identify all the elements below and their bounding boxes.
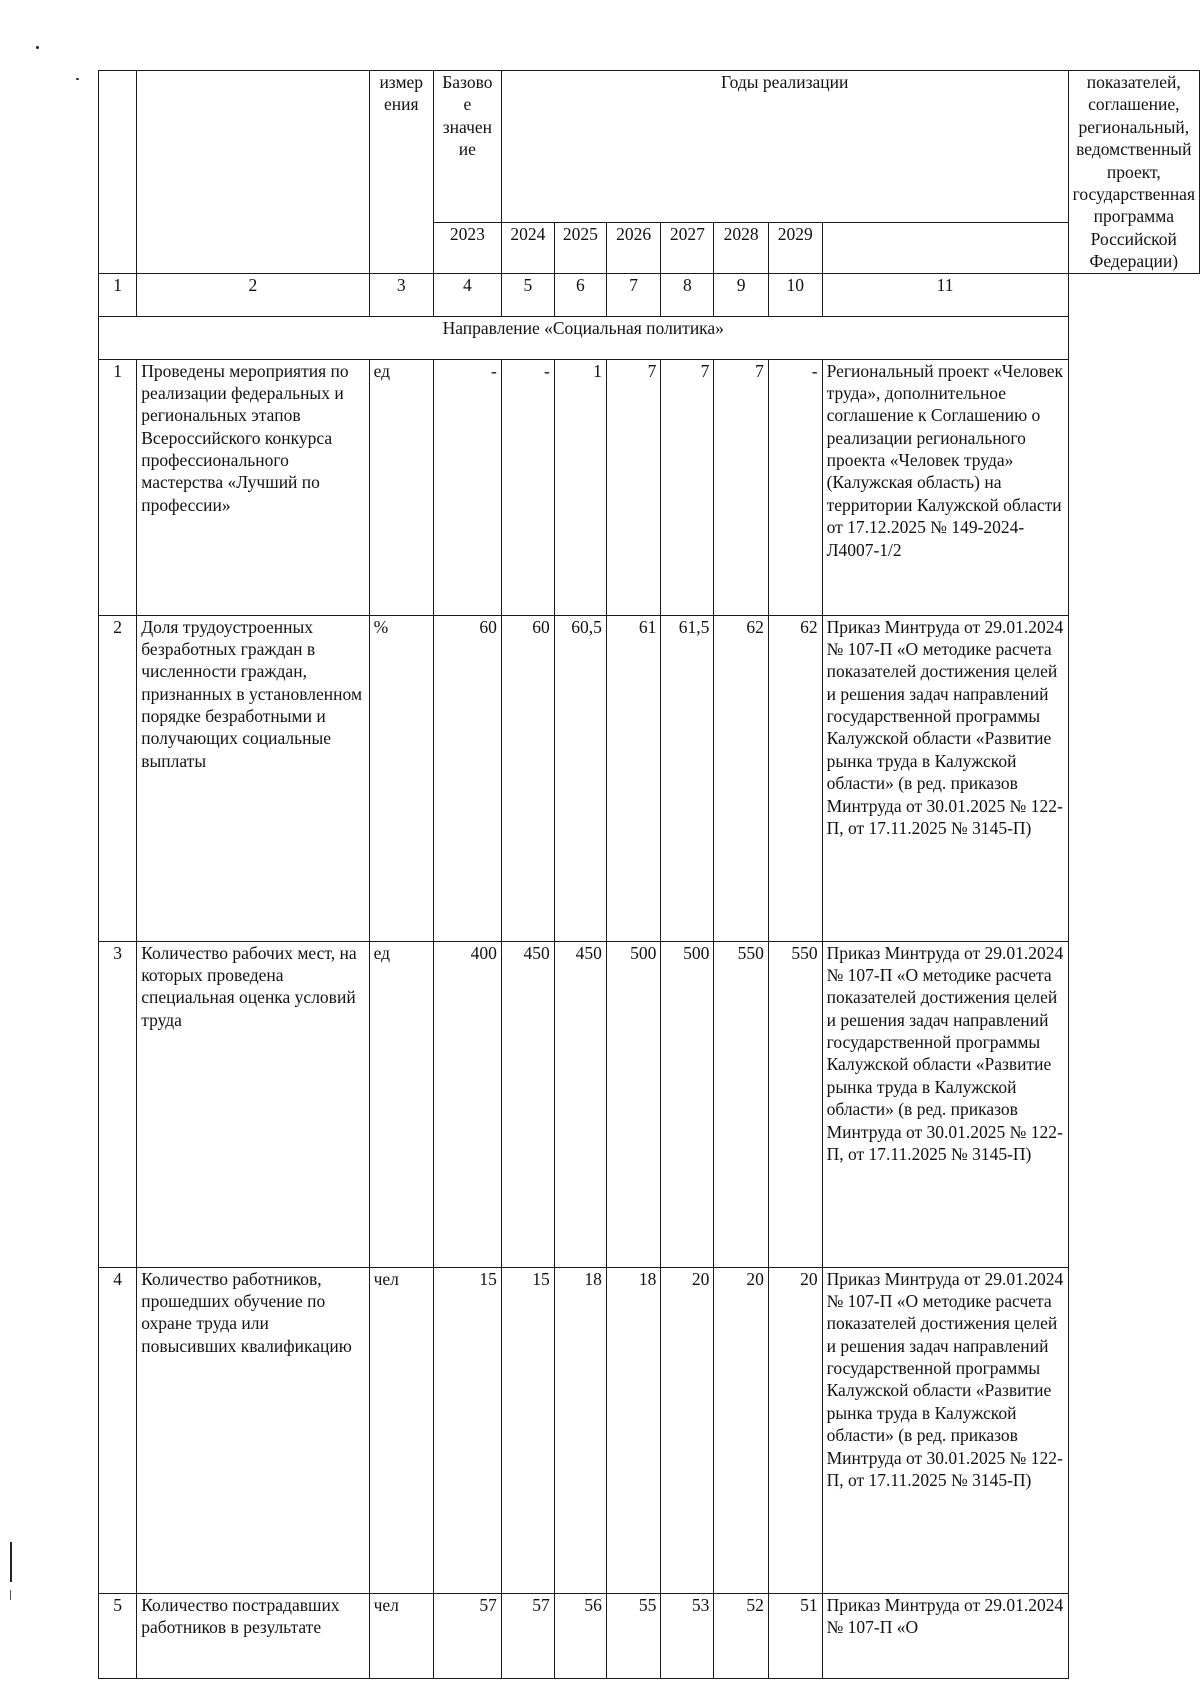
indicator-name: Проведены мероприятия по реализации федеральных и региональных этапов Всероссийского конкурса профессионального мастерства «Лучший по профессии» — [137, 359, 369, 615]
unit-cell: чел — [369, 1267, 433, 1593]
year-cell: 2027 — [661, 222, 714, 273]
unit-cell: % — [369, 615, 433, 941]
value-cell: 500 — [606, 941, 661, 1267]
value-cell: 57 — [433, 1593, 501, 1678]
value-cell: 7 — [606, 359, 661, 615]
value-cell: 60 — [433, 615, 501, 941]
table-row — [99, 1593, 1200, 1678]
value-cell: 550 — [714, 941, 769, 1267]
value-cell: 52 — [714, 1593, 769, 1678]
value-cell: 62 — [714, 615, 769, 941]
year-cell: 2024 — [501, 222, 554, 273]
indicator-name: Количество рабочих мест, на которых проведена специальная оценка условий труда — [137, 941, 369, 1267]
value-cell: 18 — [606, 1267, 661, 1593]
value-cell: 7 — [714, 359, 769, 615]
source-cell: Приказ Минтруда от 29.01.2024 № 107-П «О методике расчета показателей достижения целей и решения задач направлений государственной программы Калужской области «Развитие рынка труда в Калужской области» (в ред. приказов Минтруда от 30.01.2025 № 122-П, от 17.11.2025 № 3145-П) — [822, 615, 1068, 941]
value-cell: 60,5 — [554, 615, 606, 941]
value-cell: 57 — [501, 1593, 554, 1678]
table-row — [99, 615, 1200, 941]
scan-speck — [76, 78, 79, 80]
value-cell: 1 — [554, 359, 606, 615]
source-cell: Приказ Минтруда от 29.01.2024 № 107-П «О методике расчета показателей достижения целей и решения задач направлений государственной программы Калужской области «Развитие рынка труда в Калужской области» (в ред. приказов Минтруда от 30.01.2025 № 122-П, от 17.11.2025 № 3145-П) — [822, 1267, 1068, 1593]
value-cell: 20 — [714, 1267, 769, 1593]
unit-cell: ед — [369, 941, 433, 1267]
row-number: 2 — [99, 615, 137, 941]
year-cell: 2025 — [554, 222, 606, 273]
row-number: 3 — [99, 941, 137, 1267]
header-years-cell: Годы реализации — [501, 71, 1068, 223]
value-cell: 53 — [661, 1593, 714, 1678]
value-cell: 450 — [501, 941, 554, 1267]
year-cell: 2023 — [433, 222, 501, 273]
value-cell: 18 — [554, 1267, 606, 1593]
value-cell: 500 — [661, 941, 714, 1267]
value-cell: 51 — [768, 1593, 822, 1678]
header-name-cell — [137, 71, 369, 274]
indicator-name: Доля трудоустроенных безработных граждан в численности граждан, признанных в установленном порядке безработными и получающих социальные выплаты — [137, 615, 369, 941]
scan-mark — [10, 1590, 11, 1600]
row-number: 5 — [99, 1593, 137, 1678]
value-cell: 15 — [433, 1267, 501, 1593]
value-cell: 20 — [768, 1267, 822, 1593]
header-row-1 — [99, 71, 1200, 223]
source-cell: Региональный проект «Человек труда», дополнительное соглашение к Соглашению о реализации регионального проекта «Человек труда» (Калужская область) на территории Калужской области от 17.12.2025 № 149-2024-Л4007-1/2 — [822, 359, 1068, 615]
column-number: 1 — [99, 273, 137, 316]
value-cell: 55 — [606, 1593, 661, 1678]
column-number: 11 — [822, 273, 1068, 316]
value-cell: 61 — [606, 615, 661, 941]
source-cell: Приказ Минтруда от 29.01.2024 № 107-П «О — [822, 1593, 1068, 1678]
table-row — [99, 941, 1200, 1267]
value-cell: 56 — [554, 1593, 606, 1678]
row-number: 4 — [99, 1267, 137, 1593]
column-number: 4 — [433, 273, 501, 316]
column-number: 10 — [768, 273, 822, 316]
indicator-name: Количество пострадавших работников в результате — [137, 1593, 369, 1678]
value-cell: 15 — [501, 1267, 554, 1593]
value-cell: 61,5 — [661, 615, 714, 941]
column-number: 2 — [137, 273, 369, 316]
year-cell: 2028 — [714, 222, 769, 273]
table-row — [99, 1267, 1200, 1593]
value-cell: 62 — [768, 615, 822, 941]
value-cell: - — [768, 359, 822, 615]
header-num-cell — [99, 71, 137, 274]
value-cell: 60 — [501, 615, 554, 941]
indicators-table — [98, 70, 1200, 1679]
column-numbers-row — [99, 273, 1200, 316]
year-cell: 2029 — [768, 222, 822, 273]
value-cell: 400 — [433, 941, 501, 1267]
scan-mark — [10, 1542, 12, 1582]
table-row — [99, 359, 1200, 615]
scan-speck — [36, 46, 39, 49]
section-title: Направление «Социальная политика» — [99, 316, 1069, 359]
value-cell: 550 — [768, 941, 822, 1267]
column-number: 6 — [554, 273, 606, 316]
value-cell: 20 — [661, 1267, 714, 1593]
header-base-cell: Базово е значен ие — [433, 71, 501, 223]
value-cell: 7 — [661, 359, 714, 615]
column-number: 9 — [714, 273, 769, 316]
section-row — [99, 316, 1200, 359]
value-cell: - — [433, 359, 501, 615]
year-cell: 2026 — [606, 222, 661, 273]
value-cell: 450 — [554, 941, 606, 1267]
unit-cell: ед — [369, 359, 433, 615]
source-cell: Приказ Минтруда от 29.01.2024 № 107-П «О методике расчета показателей достижения целей и решения задач направлений государственной программы Калужской области «Развитие рынка труда в Калужской области» (в ред. приказов Минтруда от 30.01.2025 № 122-П, от 17.11.2025 № 3145-П) — [822, 941, 1068, 1267]
column-number: 8 — [661, 273, 714, 316]
indicator-name: Количество работников, прошедших обучение по охране труда или повысивших квалификацию — [137, 1267, 369, 1593]
unit-cell: чел — [369, 1593, 433, 1678]
row-number: 1 — [99, 359, 137, 615]
column-number: 3 — [369, 273, 433, 316]
header-unit-cell: измер ения — [369, 71, 433, 274]
header-source-cell: показателей, соглашение, региональный, ведомственный проект, государственная программа Российской Федерации) — [1068, 71, 1199, 274]
column-number: 5 — [501, 273, 554, 316]
column-number: 7 — [606, 273, 661, 316]
value-cell: - — [501, 359, 554, 615]
